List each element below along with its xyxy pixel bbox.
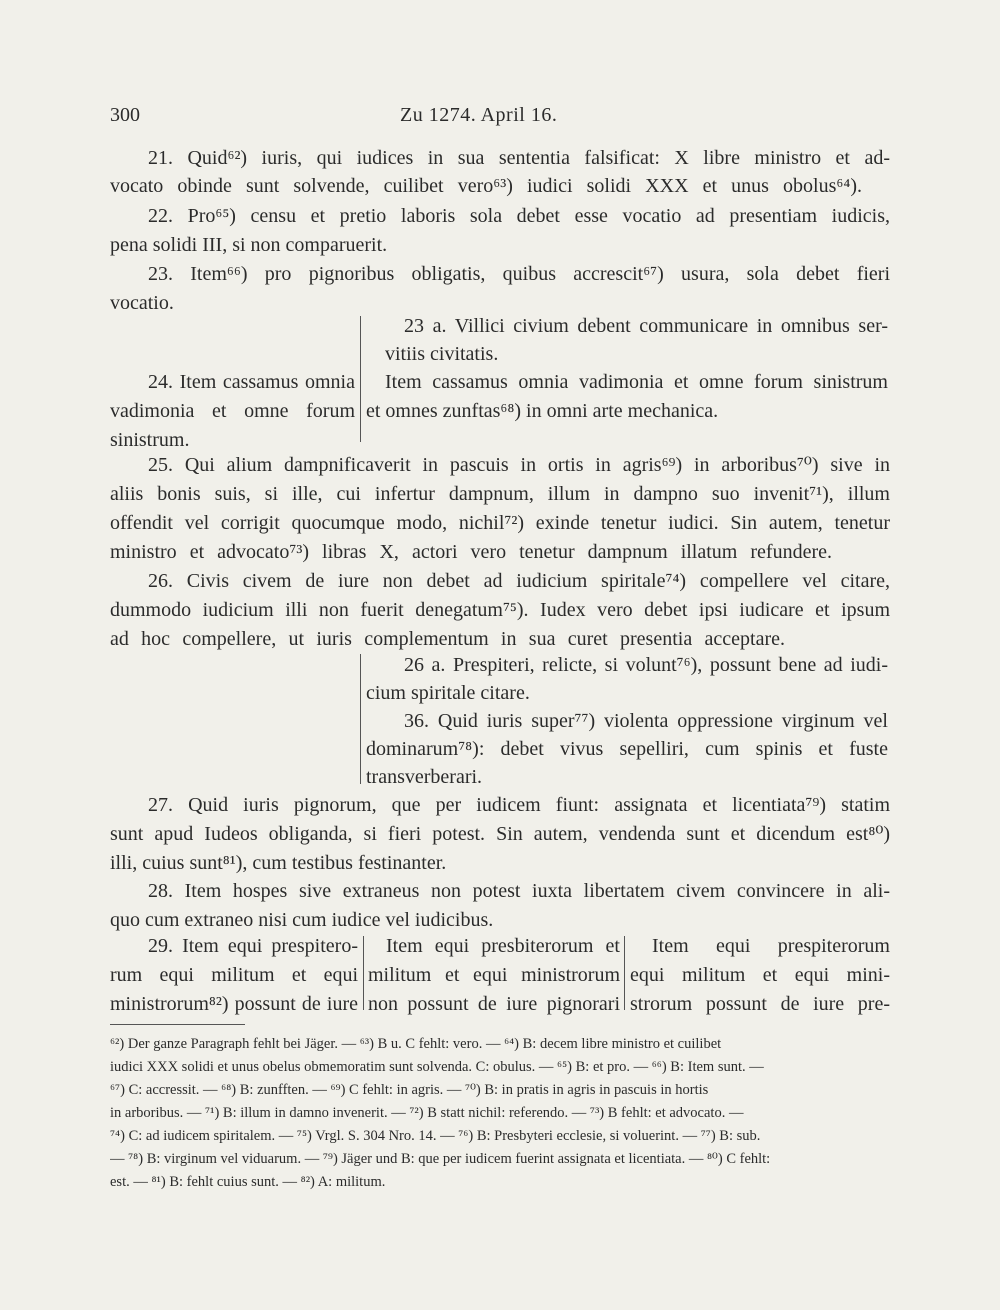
- para-29-col2-line-2: militum et equi ministrorum: [368, 964, 620, 986]
- para-26-line-3: ad hoc compellere, ut iuris complementum in sua curet presentia acceptare.: [110, 628, 785, 650]
- page-header: [110, 104, 890, 134]
- para-21-line-2: vocato obinde sunt solvende, cuilibet vero⁶³) iudici solidi XXX et unus obolus⁶⁴).: [110, 175, 862, 197]
- footnote-separator: [110, 1024, 245, 1025]
- page-number: 300: [110, 104, 140, 126]
- para-22-line-2: pena solidi III, si non comparuerit.: [110, 234, 388, 256]
- footnote-line: est. — ⁸¹) B: fehlt cuius sunt. — ⁸²) A: militum.: [110, 1174, 386, 1190]
- para-23a-line-1: 23 a. Villici civium debent communicare in omnibus ser-: [404, 315, 888, 337]
- column-divider-2: [360, 654, 361, 784]
- para-29-col2-line-3: non possunt de iure pignorari: [368, 993, 620, 1015]
- column-divider: [360, 316, 361, 442]
- para-24-left-line-3: sinistrum.: [110, 429, 190, 451]
- footnote-line: — ⁷⁸) B: virginum vel viduarum. — ⁷⁹) Jäger und B: que per iudicem fuerint assignata et licentiata. — ⁸⁰) C fehlt:: [110, 1151, 771, 1167]
- footnote-line: ⁷⁴) C: ad iudicem spiritalem. — ⁷⁵) Vrgl. S. 304 Nro. 14. — ⁷⁶) B: Presbyteri ecclesie, si voluerint. — ⁷⁷) B: sub.: [110, 1128, 761, 1144]
- para-26-line-2: dummodo iudicium illi non fuerit denegatum⁷⁵). Iudex vero debet ipsi iudicare et ipsum: [110, 599, 890, 621]
- para-29-col1-line-2: rum equi militum et equi: [110, 964, 358, 986]
- footnote-line: ⁶²) Der ganze Paragraph fehlt bei Jäger. — ⁶³) B u. C fehlt: vero. — ⁶⁴) B: decem libre ministro et cuilibet: [110, 1036, 722, 1052]
- para-23-line-1: 23. Item⁶⁶) pro pignoribus obligatis, quibus accrescit⁶⁷) usura, sola debet fieri: [148, 263, 890, 285]
- para-25-line-1: 25. Qui alium dampnificaverit in pascuis in ortis in agris⁶⁹) in arboribus⁷⁰) sive in: [148, 454, 890, 476]
- para-36-line-1: 36. Quid iuris super⁷⁷) violenta oppressione virginum vel: [404, 710, 888, 732]
- running-head: Zu 1274. April 16.: [400, 104, 558, 126]
- para-29-col3-line-3: strorum possunt de iure pre-: [630, 993, 890, 1015]
- para-25-line-4: ministro et advocato⁷³) libras X, actori vero tenetur dampnum illatum refundere.: [110, 541, 832, 563]
- para-22-line-1: 22. Pro⁶⁵) censu et pretio laboris sola debet esse vocatio ad presentiam iudicis,: [148, 205, 890, 227]
- para-25-line-3: offendit vel corrigit quocumque modo, nichil⁷²) exinde tenetur iudici. Sin autem, tenetur: [110, 512, 890, 534]
- para-29-col3-line-2: equi militum et equi mini-: [630, 964, 890, 986]
- para-26a-line-2: cium spiritale citare.: [366, 682, 530, 704]
- para-28-line-2: quo cum extraneo nisi cum iudice vel iudicibus.: [110, 909, 494, 931]
- para-27-line-3: illi, cuius sunt⁸¹), cum testibus festinanter.: [110, 852, 447, 874]
- footnote-line: iudici XXX solidi et unus obelus obmemoratim sunt solvenda. C: obulus. — ⁶⁵) B: et pro. — ⁶⁶) B: Item sunt. —: [110, 1059, 764, 1075]
- footnote-line: ⁶⁷) C: accressit. — ⁶⁸) B: zunfften. — ⁶⁹) C fehlt: in agris. — ⁷⁰) B: in pratis in agris in pascuis in hortis: [110, 1082, 709, 1098]
- para-21-line-1: 21. Quid⁶²) iuris, qui iudices in sua sententia falsificat: X libre ministro et ad-: [148, 147, 890, 169]
- footnotes: [110, 1033, 890, 1194]
- para-36-line-2: dominarum⁷⁸): debet vivus sepelliri, cum spinis et fuste: [366, 738, 888, 760]
- footnote-line: in arboribus. — ⁷¹) B: illum in damno invenerit. — ⁷²) B statt nichil: referendo. — ⁷³) B fehlt: et advocato. —: [110, 1105, 744, 1121]
- para-29-col1-line-3: ministrorum⁸²) possunt de iure: [110, 993, 358, 1015]
- para-23a-line-2: vitiis civitatis.: [385, 343, 499, 365]
- para-27-line-1: 27. Quid iuris pignorum, que per iudicem fiunt: assignata et licentiata⁷⁹) statim: [148, 794, 890, 816]
- para-24-left-line-1: 24. Item cassamus omnia: [148, 371, 355, 393]
- para-29-col2-line-1: Item equi presbiterorum et: [386, 935, 620, 957]
- para-24-right-line-1: Item cassamus omnia vadimonia et omne forum sinistrum: [385, 371, 888, 393]
- para-25-line-2: aliis bonis suis, si ille, cui infertur dampnum, illum in dampno suo invenit⁷¹), illum: [110, 483, 890, 505]
- para-29-col3-line-1: Item equi prespiterorum: [652, 935, 890, 957]
- para-36-line-3: transverberari.: [366, 766, 483, 788]
- para-27-line-2: sunt apud Iudeos obliganda, si fieri potest. Sin autem, vendenda sunt et dicendum est⁸⁰): [110, 823, 890, 845]
- para-29-col1-line-1: 29. Item equi prespitero-: [148, 935, 358, 957]
- para-24-right-line-2: et omnes zunftas⁶⁸) in omni arte mechanica.: [366, 400, 719, 422]
- column-divider-3b: [624, 936, 625, 1010]
- para-24-left-line-2: vadimonia et omne forum: [110, 400, 355, 422]
- para-26-line-1: 26. Civis civem de iure non debet ad iudicium spiritale⁷⁴) compellere vel citare,: [148, 570, 890, 592]
- column-divider-3a: [363, 936, 364, 1010]
- para-28-line-1: 28. Item hospes sive extraneus non potest iuxta libertatem civem convincere in ali-: [148, 880, 890, 902]
- para-23-line-2: vocatio.: [110, 292, 174, 314]
- para-26a-line-1: 26 a. Prespiteri, relicte, si volunt⁷⁶), possunt bene ad iudi-: [404, 654, 888, 676]
